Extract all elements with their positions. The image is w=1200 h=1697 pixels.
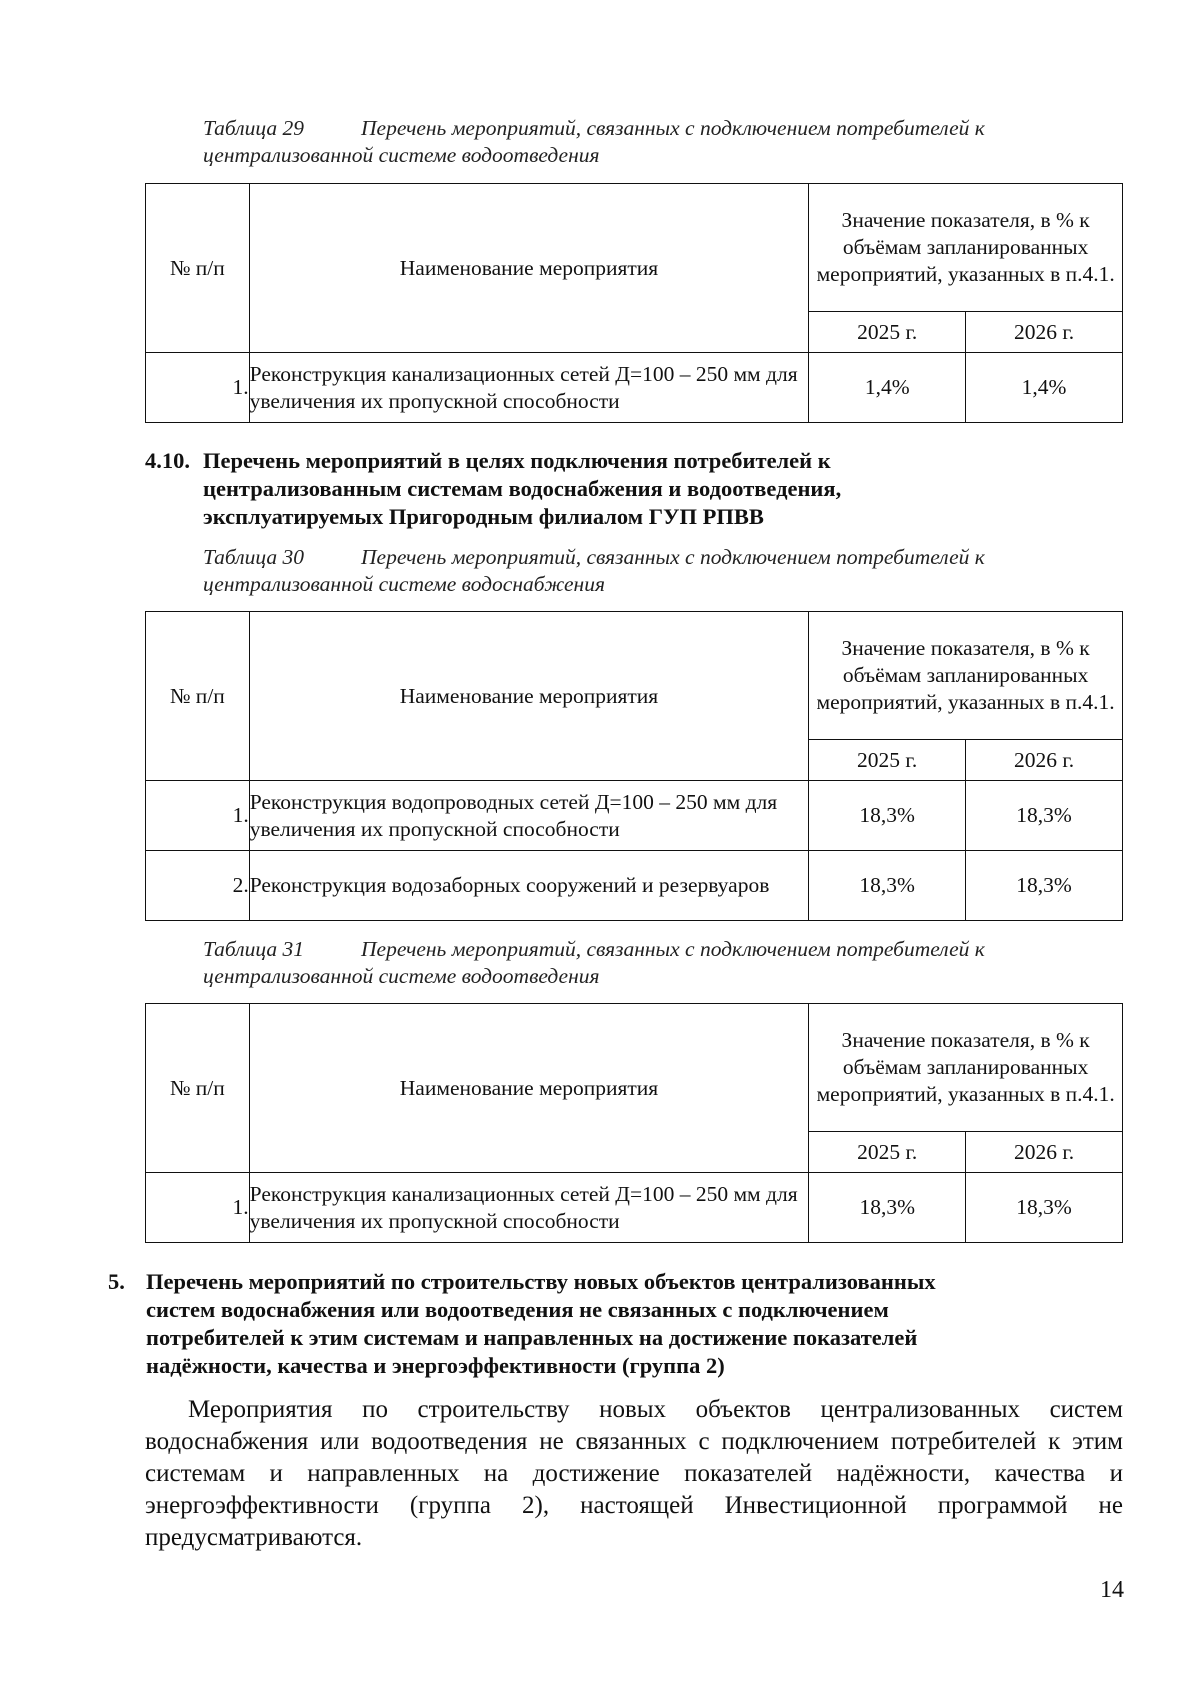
table30-header-num: № п/п: [146, 612, 250, 781]
table29-header-year-2025: 2025 г.: [809, 312, 966, 353]
table-row: [146, 781, 1123, 851]
table30-header-year-2026: 2026 г.: [966, 740, 1123, 781]
table30-caption-title-line2: централизованной системе водоснабжения: [203, 572, 605, 596]
table31-header-year-2026: 2026 г.: [966, 1132, 1123, 1173]
table30-row1-num: 1.: [146, 781, 250, 851]
table30-row1-value-2025: 18,3%: [809, 781, 966, 851]
table31-caption-title-line1: Перечень мероприятий, связанных с подключением потребителей к: [361, 937, 985, 961]
section-5-title-line3: потребителей к этим системам и направленных на достижение показателей: [146, 1325, 918, 1350]
table31-header-year-2025: 2025 г.: [809, 1132, 966, 1173]
table30-caption: [203, 544, 985, 598]
table29-caption: [203, 115, 985, 169]
section-4-10-title-line2: централизованным системам водоснабжения и водоотведения,: [203, 476, 842, 501]
section-4-10-title-line1: Перечень мероприятий в целях подключения потребителей к: [203, 448, 831, 473]
section-5-title-line2: систем водоснабжения или водоотведения не связанных с подключением: [146, 1297, 889, 1322]
table31-caption-number: Таблица 31: [203, 937, 304, 961]
table29-caption-number: Таблица 29: [203, 116, 304, 140]
table30-caption-title-line1: Перечень мероприятий, связанных с подключением потребителей к: [361, 545, 985, 569]
section-4-10-number: 4.10.: [145, 448, 190, 473]
table30-row1-name: Реконструкция водопроводных сетей Д=100 – 250 мм для увеличения их пропускной способности: [249, 781, 808, 851]
table-row: [146, 1173, 1123, 1243]
table31-row1-name: Реконструкция канализационных сетей Д=100 – 250 мм для увеличения их пропускной способности: [249, 1173, 809, 1243]
table29-header-indicator: Значение показателя, в % к объёмам запланированных мероприятий, указанных в п.4.1.: [809, 184, 1123, 312]
table31-header-indicator: Значение показателя, в % к объёмам запланированных мероприятий, указанных в п.4.1.: [809, 1004, 1123, 1132]
section-5-heading: [108, 1268, 1128, 1380]
table30: [145, 611, 1123, 921]
table30-header-indicator: Значение показателя, в % к объёмам запланированных мероприятий, указанных в п.4.1.: [809, 612, 1123, 740]
table31: [145, 1003, 1123, 1243]
table30-caption-number: Таблица 30: [203, 545, 304, 569]
table29-header-num: № п/п: [146, 184, 250, 353]
table31-header-name: Наименование мероприятия: [249, 1004, 809, 1173]
table30-row2-value-2026: 18,3%: [966, 851, 1123, 921]
table31-caption: [203, 936, 985, 990]
table30-row2-num: 2.: [146, 851, 250, 921]
table29-row1-value-2026: 1,4%: [966, 353, 1123, 423]
table31-row1-value-2025: 18,3%: [809, 1173, 966, 1243]
table-row: [146, 353, 1123, 423]
table29-header-year-2026: 2026 г.: [966, 312, 1123, 353]
section-4-10-heading: [145, 447, 1125, 531]
section-5-number: 5.: [108, 1269, 125, 1294]
table29-header-name: Наименование мероприятия: [249, 184, 809, 353]
section-5-paragraph: Мероприятия по строительству новых объектов централизованных систем водоснабжения или водоотведения не связанных с подключением потребителей к этим системам и направленных на достижение показателей надёжности, качества и энергоэффективности (группа 2), настоящей Инвестиционной программой не предусматриваются.: [145, 1396, 1123, 1551]
table31-row1-num: 1.: [146, 1173, 250, 1243]
section-4-10-title-line3: эксплуатируемых Пригородным филиалом ГУП РПВВ: [203, 504, 764, 529]
table29-row1-name: Реконструкция канализационных сетей Д=100 – 250 мм для увеличения их пропускной способности: [249, 353, 809, 423]
table29-caption-title-line2: централизованной системе водоотведения: [203, 143, 600, 167]
table31-row1-value-2026: 18,3%: [966, 1173, 1123, 1243]
table29-row1-num: 1.: [146, 353, 250, 423]
table30-row1-value-2026: 18,3%: [966, 781, 1123, 851]
table29-row1-value-2025: 1,4%: [809, 353, 966, 423]
table30-header-name: Наименование мероприятия: [249, 612, 808, 781]
table29-caption-title-line1: Перечень мероприятий, связанных с подключением потребителей к: [361, 116, 985, 140]
page-number: 14: [1100, 1577, 1124, 1603]
table30-row2-name: Реконструкция водозаборных сооружений и резервуаров: [249, 851, 808, 921]
table31-caption-title-line2: централизованной системе водоотведения: [203, 964, 600, 988]
section-5-title-line1: Перечень мероприятий по строительству новых объектов централизованных: [146, 1269, 936, 1294]
section-5-title-line4: надёжности, качества и энергоэффективности (группа 2): [146, 1353, 725, 1378]
table31-header-num: № п/п: [146, 1004, 250, 1173]
table30-row2-value-2025: 18,3%: [809, 851, 966, 921]
table29: [145, 183, 1123, 423]
table-row: [146, 851, 1123, 921]
table30-header-year-2025: 2025 г.: [809, 740, 966, 781]
